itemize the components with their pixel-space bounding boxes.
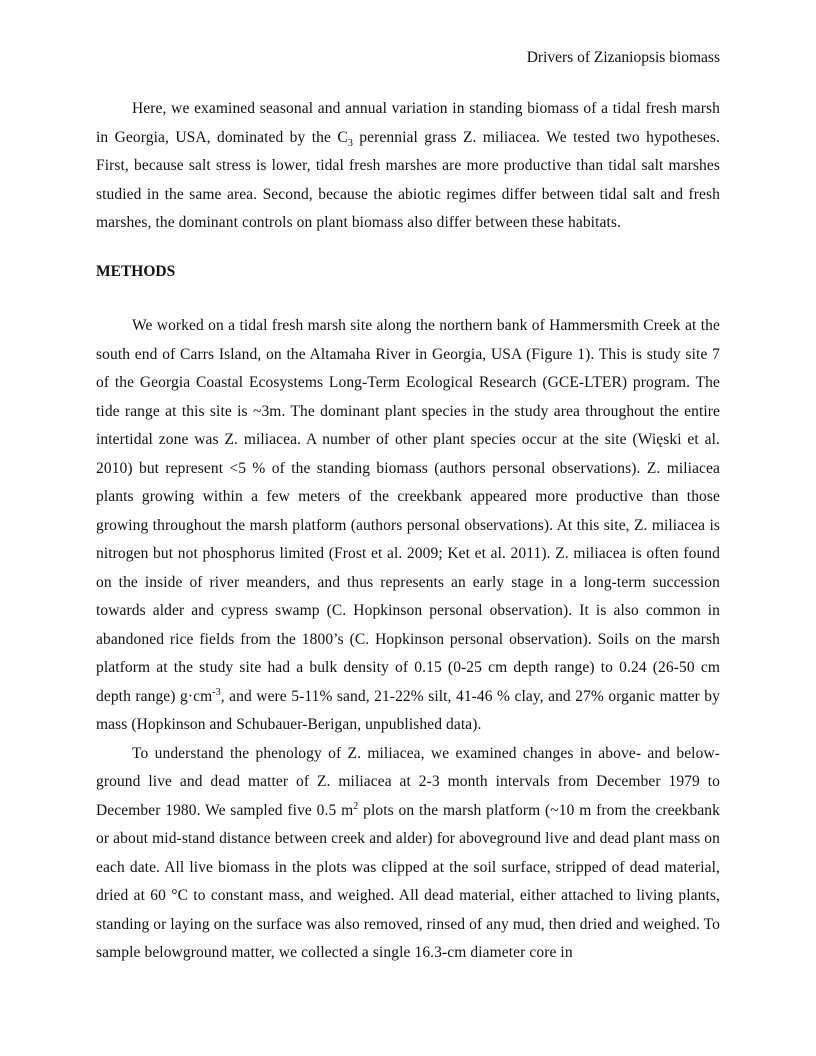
- methods-1-text-2: , and were 5-11% sand, 21-22% silt, 41-46 % clay, and 27% organic matter by mass (Hopkinson and Schubauer-Berigan, unpublished data).: [96, 687, 720, 733]
- running-head: Drivers of Zizaniopsis biomass: [526, 49, 720, 66]
- intro-text-2: perennial grass Z. miliacea. We tested two hypotheses. First, because salt stress is lower, tidal fresh marshes are more productive than tidal salt marshes studied in the same area. Second, because the abiotic regimes differ between tidal salt and fresh marshes, the dominant controls on plant biomass also differ between these habitats.: [96, 128, 720, 231]
- methods-1-text-1: We worked on a tidal fresh marsh site along the northern bank of Hammersmith Creek at the south end of Carrs Island, on the Altamaha River in Georgia, USA (Figure 1). This is study site 7 of the Georgia Coastal Ecosystems Long-Term Ecological Research (GCE-LTER) program. The tide range at this site is ~3m. The dominant plant species in the study area throughout the entire intertidal zone was Z. miliacea. A number of other plant species occur at the site (Więski et al. 2010) but represent <5 % of the standing biomass (authors personal observations). Z. miliacea plants growing within a few meters of the creekbank appeared more productive than those growing throughout the marsh platform (authors personal observations). At this site, Z. miliacea is nitrogen but not phosphorus limited (Frost et al. 2009; Ket et al. 2011). Z. miliacea is often found on the inside of river meanders, and thus represents an early stage in a long-term succession towards alder and cypress swamp (C. Hopkinson personal observation). It is also common in abandoned rice fields from the 1800’s (C. Hopkinson personal observation). Soils on the marsh platform at the study site had a bulk density of 0.15 (0-25 cm depth range) to 0.24 (26-50 cm depth range) g·cm: [96, 317, 720, 705]
- c3-subscript: 3: [347, 137, 353, 149]
- methods-paragraph-1: [96, 312, 720, 740]
- methods-2-text-2: plots on the marsh platform (~10 m from the creekbank or about mid-stand distance between creek and alder) for aboveground live and dead plant mass on each date. All live biomass in the plots was clipped at the soil surface, stripped of dead material, dried at 60 °C to constant mass, and weighed. All dead material, either attached to living plants, standing or laying on the surface was also removed, rinsed of any mud, then dried and weighed. To sample belowground matter, we collected a single 16.3-cm diameter core in: [96, 801, 720, 961]
- methods-2-text-1: To understand the phenology of Z. miliacea, we examined changes in above- and below-ground live and dead matter of Z. miliacea at 2-3 month intervals from December 1979 to December 1980. We sampled five 0.5 m: [96, 744, 720, 819]
- area-superscript: 2: [353, 800, 359, 812]
- intro-text-1: Here, we examined seasonal and annual variation in standing biomass of a tidal fresh marsh in Georgia, USA, dominated by the C: [96, 100, 720, 146]
- intro-paragraph: [96, 95, 720, 238]
- methods-heading: METHODS: [96, 262, 176, 280]
- body-text: [96, 95, 720, 968]
- density-superscript: -3: [212, 686, 221, 698]
- methods-paragraph-2: [96, 740, 720, 968]
